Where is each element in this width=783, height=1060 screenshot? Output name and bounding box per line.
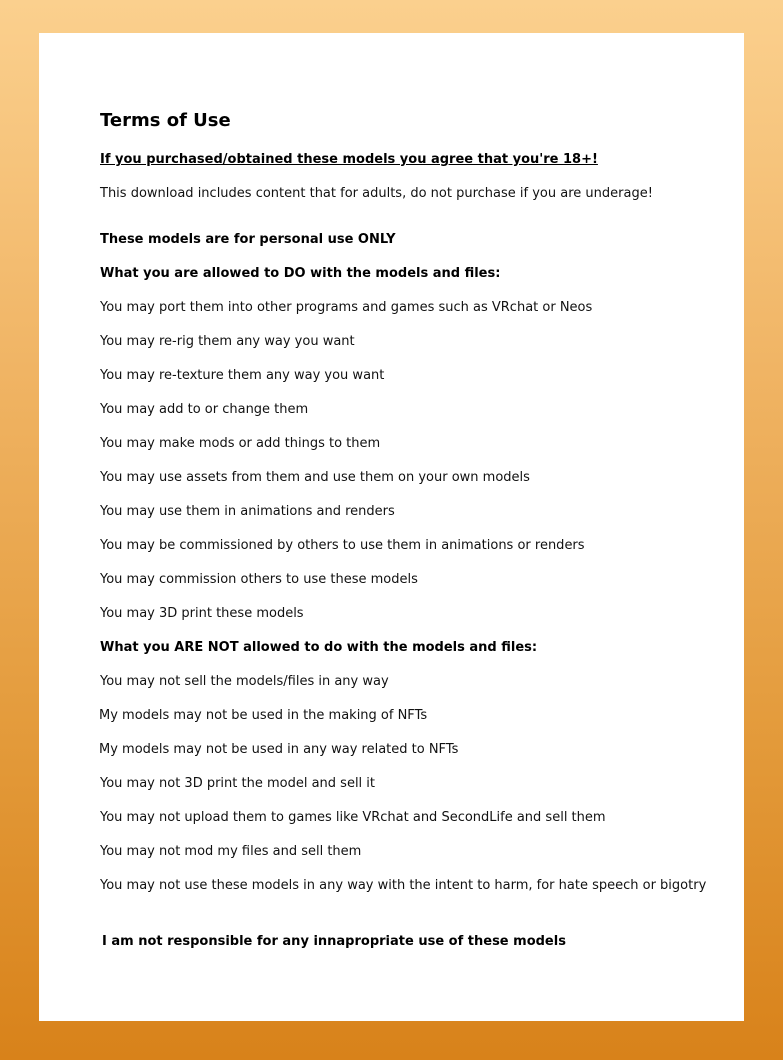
allowed-item: You may be commissioned by others to use them in animations or renders xyxy=(100,538,585,553)
not-allowed-item: My models may not be used in any way related to NFTs xyxy=(99,742,459,757)
allowed-heading: What you are allowed to DO with the models and files: xyxy=(100,266,501,281)
document-page xyxy=(39,33,744,1021)
personal-use-notice: These models are for personal use ONLY xyxy=(100,232,396,247)
allowed-item: You may re-texture them any way you want xyxy=(100,368,385,383)
page-title: Terms of Use xyxy=(100,110,231,131)
disclaimer: I am not responsible for any innapropriate use of these models xyxy=(102,934,566,949)
allowed-item: You may make mods or add things to them xyxy=(100,436,381,451)
age-notice: If you purchased/obtained these models you agree that you're 18+! xyxy=(100,152,598,167)
adult-warning: This download includes content that for adults, do not purchase if you are underage! xyxy=(100,186,653,201)
not-allowed-item: My models may not be used in the making of NFTs xyxy=(99,708,428,723)
allowed-item: You may re-rig them any way you want xyxy=(100,334,355,349)
allowed-item: You may 3D print these models xyxy=(100,606,304,621)
allowed-item: You may use them in animations and renders xyxy=(100,504,395,519)
not-allowed-item: You may not mod my files and sell them xyxy=(100,844,362,859)
allowed-item: You may port them into other programs and games such as VRchat or Neos xyxy=(100,300,593,315)
allowed-item: You may add to or change them xyxy=(100,402,309,417)
not-allowed-item: You may not use these models in any way with the intent to harm, for hate speech or bigotry xyxy=(100,878,707,893)
not-allowed-item: You may not 3D print the model and sell it xyxy=(100,776,376,791)
not-allowed-item: You may not upload them to games like VRchat and SecondLife and sell them xyxy=(100,810,606,825)
allowed-item: You may use assets from them and use them on your own models xyxy=(100,470,530,485)
not-allowed-item: You may not sell the models/files in any way xyxy=(100,674,389,689)
not-allowed-heading: What you ARE NOT allowed to do with the models and files: xyxy=(100,640,538,655)
allowed-item: You may commission others to use these models xyxy=(100,572,418,587)
